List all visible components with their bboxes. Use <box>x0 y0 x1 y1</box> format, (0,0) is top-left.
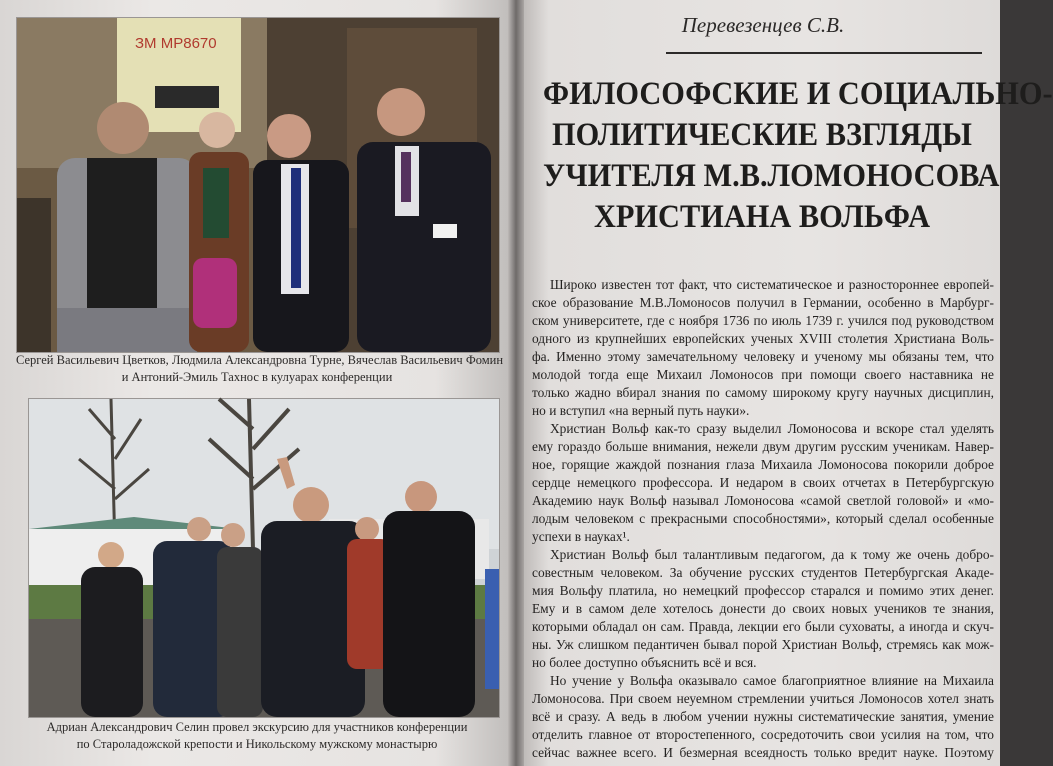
body-line: Академию наук Вольф называл Ломоносова «самой светлой головой» и «мо- <box>532 493 994 508</box>
caption-bottom-line-1: Адриан Александрович Селин провел экскурсию для участников конференции <box>46 720 468 734</box>
body-line: успехи в науках¹. <box>532 529 630 544</box>
title-line-4: ХРИСТИАНА ВОЛЬФА <box>593 199 931 235</box>
body-line: всё и сразу. А ведь в любом учении нужны систематические занятия, умение <box>532 709 994 724</box>
body-line: только жадно вбирал знания по самому широкому кругу научных дисциплин, <box>532 385 994 400</box>
running-head-author: Перевезенцев С.В. <box>681 13 845 37</box>
article-body <box>532 276 994 762</box>
body-line: Ему и в самом деле хотелось донести до своих новых учеников те знания, <box>532 601 994 616</box>
photo-caption-top <box>16 352 504 386</box>
body-line: ском университете, где с ноября 1736 по июль 1739 г. учился под руководством <box>532 313 994 328</box>
body-line: лодым человеком с прекрасными способностями», который сделал особенные <box>532 511 994 526</box>
body-line: но и вступил «на верный путь науки». <box>532 403 750 418</box>
title-line-3: УЧИТЕЛЯ М.В.ЛОМОНОСОВА <box>543 158 1000 194</box>
body-line: ны. Уж слишком педантичен бывал порой Христиан Вольф, стремясь как мож- <box>532 637 994 652</box>
body-line: сердце немецкого профессора. И недаром в своих отчетах в Петербургскую <box>532 475 994 490</box>
body-line: Но учение у Вольфа оказывало самое благоприятное влияние на Михаила <box>550 673 994 688</box>
running-head-rule <box>666 52 982 54</box>
body-line: фа. Именно этому замечательному человеку и ученому мы обязаны тем, что <box>532 349 994 364</box>
title-line-2: ПОЛИТИЧЕСКИЕ ВЗГЛЯДЫ <box>551 117 973 153</box>
body-line: совестным человеком. За обучение русских студентов Петербургская Акаде- <box>532 565 994 580</box>
body-line: которыми обладал он сам. Правда, лекции его были суховаты, а иногда и скуч- <box>532 619 994 634</box>
photo-caption-bottom <box>16 719 498 753</box>
body-line: ское образование М.В.Ломоносов получил в Германии, особенно в Марбург- <box>532 295 994 310</box>
body-line: отделить главное от второстепенного, сосредоточить свои усилия на том, что <box>532 727 994 742</box>
body-line: Широко известен тот факт, что систематическое и разностороннее европей- <box>550 277 994 292</box>
caption-bottom-line-2: по Староладожской крепости и Никольскому мужскому монастырю <box>76 737 438 751</box>
title-line-1: ФИЛОСОФСКИЕ И СОЦИАЛЬНО- <box>543 76 1053 112</box>
article-title <box>524 74 1053 238</box>
body-line: сейчас важнее всего. И безмерная всеядность только вредит науке. Поэтому <box>532 745 994 760</box>
body-line: ему гораздо больше внимания, нежели двум другим русским ученикам. Навер- <box>532 439 994 454</box>
body-line: ное, горящие жаждой познания глаза Михаила Ломоносова покорили доброе <box>532 457 994 472</box>
body-line: мия Вольфу платила, но немецкий профессор старался и помимо этих денег. <box>532 583 994 598</box>
photo-conference-group <box>16 17 500 353</box>
book-gutter <box>508 0 524 766</box>
body-line: молодой тогда еще Михаил Ломоносов при помощи своего наставника не <box>532 367 994 382</box>
body-line: но более доступно объяснить всё и вся. <box>532 655 757 670</box>
caption-top-line-1: Сергей Васильевич Цветков, Людмила Александровна Турне, Вячеслав Васильевич Фомин <box>16 353 504 367</box>
photo-poster-sign: ЗМ МР8670 <box>135 35 217 52</box>
body-line: Христиан Вольф был талантливым педагогом, да к тому же очень добро- <box>550 547 994 562</box>
body-line: Ломоносова. При своем неуемном стремлении учиться Ломоносов хотел знать <box>532 691 994 706</box>
body-line: Христиан Вольф как-то сразу выделил Ломоносова и вскоре стал уделять <box>550 421 994 436</box>
caption-top-line-2: и Антоний-Эмиль Тахнос в кулуарах конференции <box>121 370 393 384</box>
photo-excursion-group <box>28 398 500 718</box>
body-line: одного из крупнейших европейских ученых XVIII столетия Христиана Воль- <box>532 331 994 346</box>
